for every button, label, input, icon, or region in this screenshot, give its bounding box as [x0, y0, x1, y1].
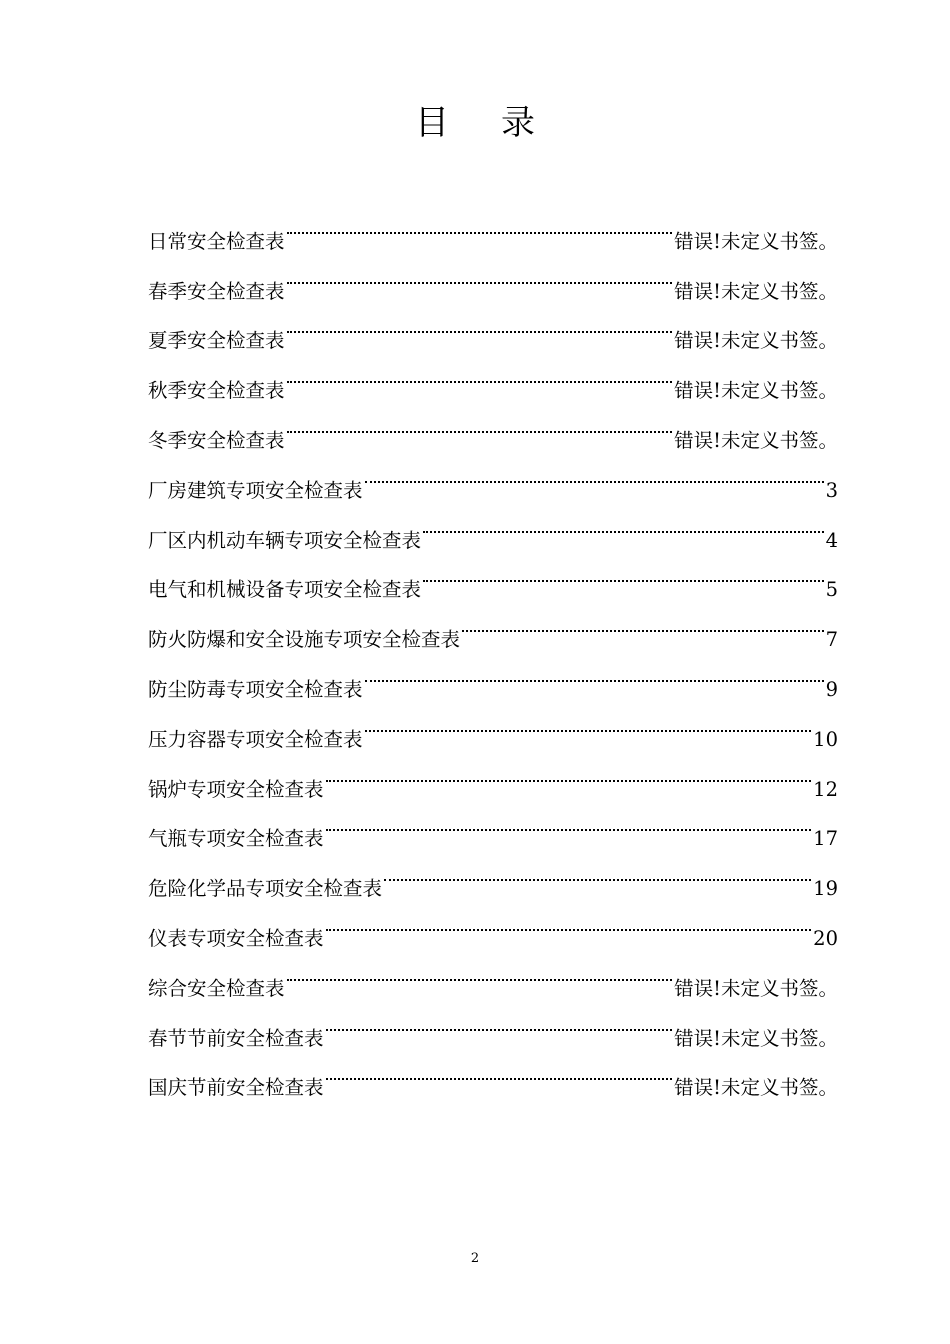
toc-dot-leader: [384, 845, 811, 895]
toc-entry-title: 春节节前安全检查表: [148, 1026, 324, 1050]
toc-entry-page: 错误!未定义书签。: [674, 1026, 838, 1050]
toc-entry-title: 秋季安全检查表: [148, 379, 285, 403]
toc-entry-page: 错误!未定义书签。: [674, 329, 838, 353]
toc-dot-leader: [287, 945, 673, 995]
toc-entry-title: 气瓶专项安全检查表: [148, 827, 324, 851]
toc-entry-page: 7: [825, 628, 838, 652]
toc-entry-title: 厂房建筑专项安全检查表: [148, 478, 363, 502]
toc-entry-title: 春季安全检查表: [148, 279, 285, 303]
toc-entry-title: 危险化学品专项安全检查表: [148, 877, 383, 901]
title-char-1: 目: [415, 103, 449, 143]
toc-dot-leader: [423, 547, 824, 597]
toc-entry-title: 厂区内机动车辆专项安全检查表: [148, 528, 422, 552]
toc-entry-title: 仪表专项安全检查表: [148, 926, 324, 950]
toc-entry-page: 20: [813, 926, 838, 950]
toc-entry-page: 10: [813, 727, 838, 751]
toc-entry-title: 锅炉专项安全检查表: [148, 777, 324, 801]
toc-entry-page: 错误!未定义书签。: [674, 428, 838, 452]
toc-entry-title: 夏季安全检查表: [148, 329, 285, 353]
toc-entry-page: 3: [825, 478, 838, 502]
title-char-2: 录: [501, 103, 535, 143]
toc-dot-leader: [287, 248, 673, 298]
toc-dot-leader: [462, 596, 824, 646]
page-title: [0, 98, 950, 148]
toc-entry-page: 17: [813, 827, 838, 851]
toc-entry-page: 错误!未定义书签。: [674, 1076, 838, 1100]
toc-dot-leader: [365, 646, 824, 696]
toc-entry-title: 日常安全检查表: [148, 229, 285, 253]
toc-entry-page: 错误!未定义书签。: [674, 976, 838, 1000]
toc-dot-leader: [287, 298, 673, 348]
toc-dot-leader: [287, 347, 673, 397]
toc-entry-page: 19: [813, 877, 838, 901]
toc-entry-title: 电气和机械设备专项安全检查表: [148, 578, 422, 602]
toc-entry-page: 5: [825, 578, 838, 602]
page-number: 2: [470, 1251, 480, 1266]
toc-entry-page: 错误!未定义书签。: [674, 229, 838, 253]
toc-entry-title: 国庆节前安全检查表: [148, 1076, 324, 1100]
toc-dot-leader: [326, 895, 812, 945]
toc-entry-page: 错误!未定义书签。: [674, 379, 838, 403]
toc-entry-page: 9: [825, 677, 838, 701]
toc-entry-page: 4: [825, 528, 838, 552]
toc-entry-title: 综合安全检查表: [148, 976, 285, 1000]
toc-dot-leader: [326, 1045, 673, 1095]
toc-entry-title: 冬季安全检查表: [148, 428, 285, 452]
toc-dot-leader: [326, 796, 812, 846]
toc-entry-page: 错误!未定义书签。: [674, 279, 838, 303]
toc-entry-title: 防火防爆和安全设施专项安全检查表: [148, 628, 461, 652]
toc-dot-leader: [365, 447, 824, 497]
toc-entry-title: 压力容器专项安全检查表: [148, 727, 363, 751]
toc-entry[interactable]: [148, 198, 838, 253]
toc-entry-page: 12: [813, 777, 838, 801]
toc-entry-title: 防尘防毒专项安全检查表: [148, 677, 363, 701]
toc-dot-leader: [326, 746, 812, 796]
toc-dot-leader: [365, 696, 812, 746]
toc-dot-leader: [326, 995, 673, 1045]
toc-dot-leader: [423, 497, 824, 547]
toc-dot-leader: [287, 397, 673, 447]
toc-dot-leader: [287, 198, 673, 248]
toc-list: [148, 198, 838, 1100]
